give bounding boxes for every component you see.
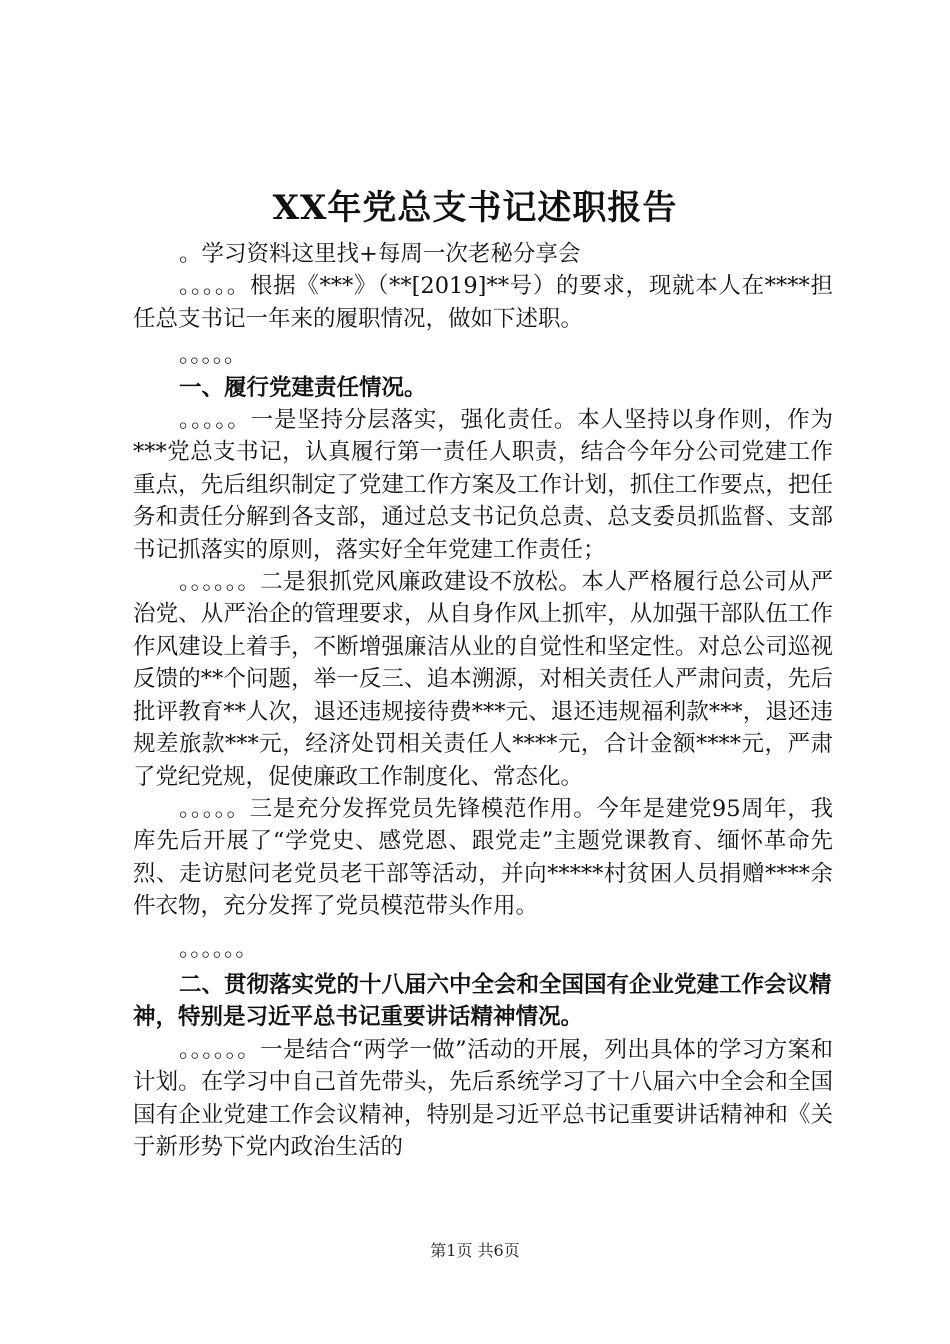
intro-line: 。学习资料这里找+每周一次老秘分享会 [179, 241, 581, 267]
section1-paragraph-2: 。。。。。。二是狠抓党风廉政建设不放松。本人严格履行总公司从严治党、从严治企的管理要求，从自身作风上抓牢，从加强干部队伍工作作风建设上着手，不断增强廉洁从业的自觉性和坚定性。对总公司巡视反馈的**个问题，举一反三、追本溯源，对相关责任人严肃问责，先后批评教育**人次，退还违规接待费***元、退还违规福利款***，退还违规差旅款***元，经济处罚相关责任人****元，合计金额****元，严肃了党纪党规，促使廉政工作制度化、常态化。 [133, 569, 833, 790]
section1-paragraph-1: 。。。。。一是坚持分层落实，强化责任。本人坚持以身作则，作为***党总支书记，认真履行第一责任人职责，结合今年分公司党建工作重点，先后组织制定了党建工作方案及工作计划，抓住工作要点，把任务和责任分解到各支部，通过总支书记负总责、总支委员抓监督、支部书记抓落实的原则，落实好全年党建工作责任； [133, 407, 833, 563]
document-title: XX年党总支书记述职报告 [272, 188, 678, 228]
opening-paragraph: 。。。。。根据《***》（**[2019]**号）的要求，现就本人在****担任总支书记一年来的履职情况，做如下述职。 [133, 273, 833, 332]
section1-paragraph-3: 。。。。。三是充分发挥党员先锋模范作用。今年是建党95周年，我库先后开展了“学党史、感党恩、跟党走”主题党课教育、缅怀革命先烈、走访慰问老党员老干部等活动，并向*****村贫困人员捐赠****余件衣物，充分发挥了党员模范带头作用。 [133, 795, 833, 920]
separator-dots: 。。。。。。 [179, 935, 258, 962]
section2-paragraph-1: 。。。。。。一是结合“两学一做”活动的开展，列出具体的学习方案和计划。在学习中自己首先带头，先后系统学习了十八届六中全会和全国国有企业党建工作会议精神，特别是习近平总书记重要讲话精神和《关于新形势下党内政治生活的 [133, 1036, 833, 1160]
separator-dots: 。。。。。 [179, 342, 247, 369]
document-body [133, 238, 833, 1163]
section-heading-2: 二、贯彻落实党的十八届六中全会和全国国有企业党建工作会议精神，特别是习近平总书记重要讲话精神情况。 [133, 971, 832, 1031]
page-footer: 第1页 共6页 [430, 1241, 520, 1260]
section-heading-1: 一、履行党建责任情况。 [179, 374, 427, 401]
